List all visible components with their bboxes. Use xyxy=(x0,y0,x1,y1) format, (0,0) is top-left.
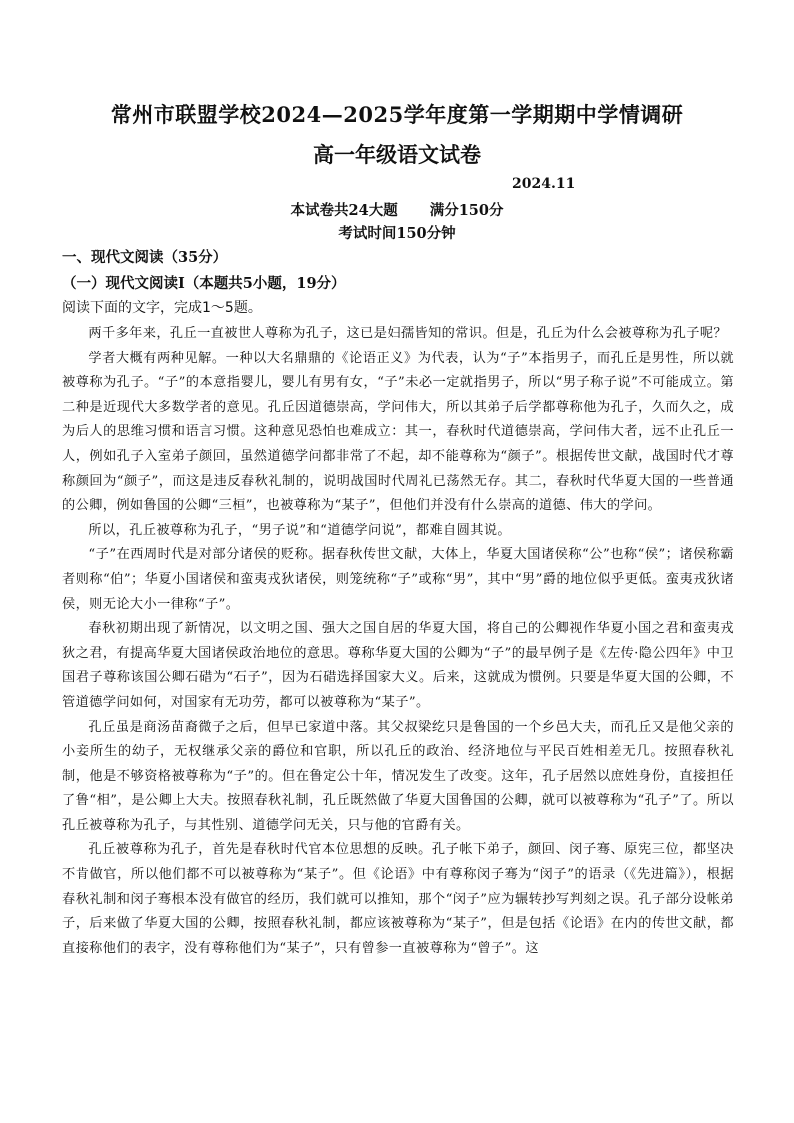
reading-instruction: 阅读下面的文字，完成1～5题。 xyxy=(62,300,262,316)
passage-paragraph: 所以，孔丘被尊称为孔子，“男子说”和“道德学问说”，都难自圆其说。 xyxy=(88,522,511,538)
exam-meta-line xyxy=(0,199,794,220)
exam-subtitle: 高一年级语文试卷 xyxy=(313,142,481,167)
passage-paragraph: 两千多年来，孔丘一直被世人尊称为孔子，这已是妇孺皆知的常识。但是，孔丘为什么会被尊称为孔子呢？ xyxy=(88,326,727,341)
exam-date: 2024.11 xyxy=(512,176,576,192)
subsection-heading: （一）现代文阅读Ⅰ（本题共5小题，19分） xyxy=(62,275,346,292)
passage-paragraph: “子”在西周时代是对部分诸侯的贬称。据春秋传世文献，大体上，华夏大国诸侯称“公”也称“侯”；诸侯称霸者则称“伯”；华夏小国诸侯和蛮夷戎狄诸侯，则笼统称“子”或称“男”，其中“男”爵的地位似乎更低。蛮夷戎狄诸侯，则无论大小一律称“子”。 xyxy=(62,547,734,612)
reading-passage xyxy=(62,322,734,961)
question-count: 本试卷共24大题 xyxy=(290,202,398,219)
passage-paragraph: 孔丘虽是商汤苗裔微子之后，但早已家道中落。其父叔梁纥只是鲁国的一个乡邑大夫，而孔丘又是他父亲的小妾所生的幼子，无权继承父亲的爵位和官职，所以孔丘的政治、经济地位与平民百姓相差无几。按照春秋礼制，他是不够资格被尊称为“子”的。但在鲁定公十年，情况发生了改变。这年，孔子居然以庶姓身份，直接担任了鲁“相”，是公卿上大夫。按照春秋礼制，孔丘既然做了华夏大国鲁国的公卿，就可以被尊称为“孔子”了。所以孔丘被尊称为孔子，与其性别、道德学问无关，只与他的官爵有关。 xyxy=(62,719,734,833)
full-score: 满分150分 xyxy=(429,202,504,219)
exam-title: 常州市联盟学校2024—2025学年度第一学期期中学情调研 xyxy=(110,102,684,127)
section-heading: 一、现代文阅读（35分） xyxy=(62,249,228,266)
passage-paragraph: 学者大概有两种见解。一种以大名鼎鼎的《论语正义》为代表，认为“子”本指男子，而孔丘是男性，所以就被尊称为孔子。“子”的本意指婴儿，婴儿有男有女，“子”未必一定就指男子，所以“男子称子说”不可能成立。第二种是近现代大多数学者的意见。孔丘因道德崇高，学问伟大，所以其弟子后学都尊称他为孔子，久而久之，成为后人的思维习惯和语言习惯。这种意见恐怕也难成立：其一，春秋时代道德崇高，学问伟大者，远不止孔丘一人，例如孔子入室弟子颜回，虽然道德学问都非常了不起，却不能尊称为“颜子”。根据传世文献，战国时代才尊称颜回为“颜子”，而这是违反春秋礼制的，说明战国时代周礼已荡然无存。其二，春秋时代华夏大国的一些普通的公卿，例如鲁国的公卿“三桓”，也被尊称为“某子”，但他们并没有什么崇高的道德、伟大的学问。 xyxy=(62,350,734,514)
passage-paragraph: 春秋初期出现了新情况，以文明之国、强大之国自居的华夏大国，将自己的公卿视作华夏小国之君和蛮夷戎狄之君，有提高华夏大国诸侯政治地位的意思。尊称华夏大国的公卿为“子”的最早例子是《左传·隐公四年》中卫国君子尊称该国公卿石碏为“石子”，因为石碏选择国家大义。后来，这就成为惯例。只要是华夏大国的公卿，不管道德学问如何，对国家有无功劳，都可以被尊称为“某子”。 xyxy=(62,621,734,710)
exam-time: 考试时间150分钟 xyxy=(338,225,456,242)
passage-paragraph: 孔丘被尊称为孔子，首先是春秋时代官本位思想的反映。孔子帐下弟子，颜回、闵子骞、原宪三位，都坚决不肯做官，所以他们都不可以被尊称为“某子”。但《论语》中有尊称闵子骞为“闵子”的语录（《先进篇》），根据春秋礼制和闵子骞根本没有做官的经历，我们就可以推知，那个“闵子”应为辗转抄写判刻之误。孔子部分设帐弟子，后来做了华夏大国的公卿，按照春秋礼制，都应该被尊称为“某子”，但是包括《论语》在内的传世文献，都直接称他们的表字，没有尊称他们为“某子”，只有曾参一直被尊称为“曾子”。这 xyxy=(62,842,734,956)
